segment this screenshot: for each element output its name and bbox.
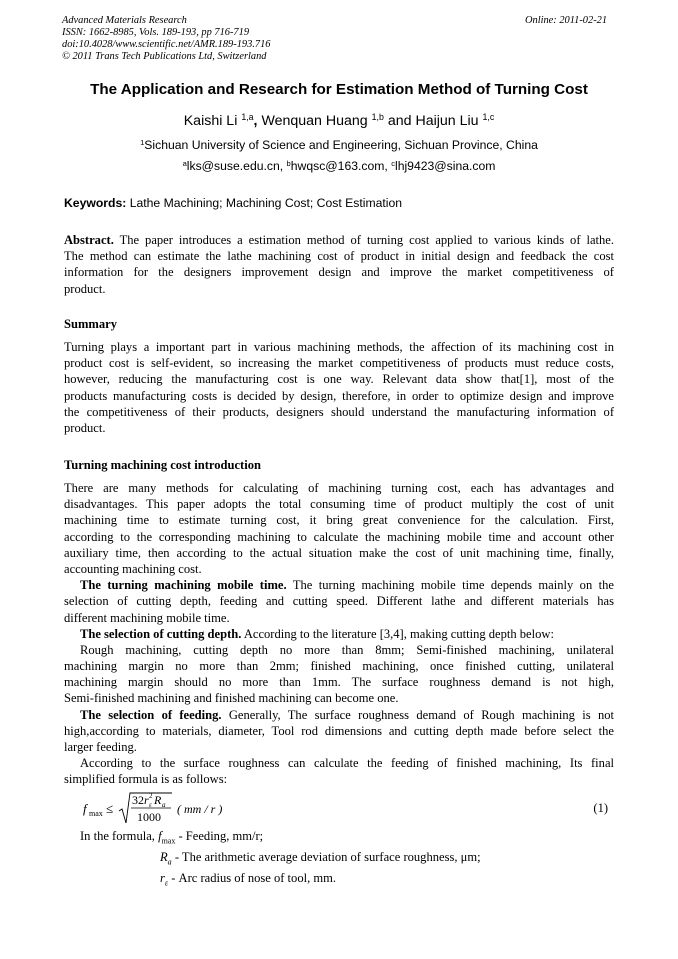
keywords-text: Lathe Machining; Machining Cost; Cost Estimation (129, 196, 403, 210)
text-line: simplified formula is as follows: (64, 772, 228, 787)
formula-num-r-sup: 2 (149, 792, 153, 800)
formula-num-r-sub: ε (149, 801, 152, 809)
abstract-label: Abstract. (64, 233, 114, 247)
text-line: information for the designers improvement design and improve the market competitiveness of (64, 265, 614, 280)
text-line: machining margin should no more than 1mm. The surface roughness demand is not high, (64, 675, 614, 690)
equation-1 (80, 790, 614, 826)
copyright-line: © 2011 Trans Tech Publications Ltd, Switzerland (62, 51, 267, 62)
text-line: products manufacturing costs is decided by design, therefore, in order to optimize design and improve (64, 388, 614, 403)
definition-text: - Feeding, mm/r; (178, 829, 264, 843)
run-in-heading: The selection of cutting depth. (80, 626, 242, 641)
email-link[interactable]: lhj9423@sina.com (394, 159, 496, 173)
email-mark: c (391, 158, 395, 168)
definition-text: - The arithmetic average deviation of surface roughness, μm; (174, 850, 481, 864)
text-line: Rough machining, cutting depth no more than 8mm; Semi-finished machining, unilateral (80, 642, 614, 657)
symbol-sub: max (161, 836, 176, 846)
issn-line: ISSN: 1662-8985, Vols. 189-193, pp 716-719 (62, 27, 250, 38)
affiliation-text: Sichuan University of Science and Engineering, Sichuan Province, China (144, 138, 538, 152)
author-separator: , (253, 113, 258, 129)
email-mark: a (182, 158, 187, 168)
equation-number: (1) (593, 801, 608, 815)
formula-lhs: f (83, 801, 87, 816)
formula-unit: ( mm / r ) (177, 802, 223, 816)
author-list (0, 113, 678, 129)
text-line: selection of cutting depth, feeding and cutting speed. Different lathe and different materials has (64, 594, 614, 609)
formula-graphic (80, 790, 240, 826)
keywords (64, 196, 402, 210)
formula-num-R-sub: a (162, 801, 166, 809)
author-name: Kaishi Li (183, 113, 238, 129)
text-line: machining time to estimate turning cost, it bring great convenience for the calculation. First, (64, 513, 614, 528)
doi-line: doi:10.4028/www.scientific.net/AMR.189-193.716 (62, 39, 271, 50)
definition-ra (160, 850, 481, 867)
keywords-label: Keywords: (64, 196, 127, 210)
text-line: larger feeding. (64, 740, 137, 754)
author-emails (0, 159, 678, 173)
formula-num-R: R (154, 793, 162, 807)
symbol: f (158, 829, 162, 843)
section-heading-summary: Summary (64, 317, 117, 331)
text-line: disadvantages. This paper adopts the total consuming time of product multiply the cost of unit (64, 497, 614, 512)
author-affil-mark: 1,b (371, 112, 384, 123)
abstract-paragraph (64, 232, 614, 297)
definition-fmax (80, 829, 263, 846)
paper-title: The Application and Research for Estimation Method of Turning Cost (90, 81, 588, 98)
author-affil-mark: 1,a (241, 112, 254, 123)
text-line: product. (64, 281, 106, 296)
author-separator: and (387, 113, 412, 129)
symbol: r (160, 871, 165, 885)
text-line: The method can estimate the lathe machining cost of product in initial design and feedback the cost (64, 249, 614, 264)
formula-den: 1000 (137, 810, 161, 824)
text-line: product cost is self-evident, so increasing the market competitiveness of products must reduce costs, (64, 356, 614, 371)
formula-lhs-sub: max (89, 809, 103, 818)
author-affil-mark: 1,c (482, 112, 495, 123)
text-line: high,according to materials, diameter, Tool rod dimensions and cutting depth made before select the (64, 723, 614, 738)
definition-intro: In the formula, (80, 829, 155, 843)
text-line: however, reducing the manufacturing cost is one way. Relevant data show that[1], most of the (64, 372, 614, 387)
formula-num-coef: 32 (132, 793, 144, 807)
text-line: different machining mobile time. (64, 610, 230, 625)
summary-paragraph (64, 339, 614, 436)
text-line: accounting machining cost. (64, 561, 202, 576)
affiliation (0, 138, 678, 152)
journal-name: Advanced Materials Research (62, 15, 187, 26)
intro-body (64, 480, 614, 788)
formula-leq: ≤ (106, 801, 114, 816)
text-line: According to the surface roughness can calculate the feeding of finished machining, Its final (80, 756, 614, 771)
definition-text: - Arc radius of nose of tool, mm. (171, 871, 337, 885)
online-date: Online: 2011-02-21 (525, 15, 608, 26)
text-line: machining margin no more than 2mm; finished machining, once finished cutting, unilateral (64, 659, 614, 674)
text-run: Generally, The surface roughness demand of Rough machining is not (228, 707, 615, 722)
text-run: The paper introduces a estimation method of turning cost applied to various kinds of lathe. (119, 233, 614, 247)
symbol: R (160, 850, 168, 864)
text-line (64, 626, 614, 642)
text-line: product. (64, 420, 106, 435)
email-link[interactable]: hwqsc@163.com, (290, 159, 388, 173)
section-heading-intro: Turning machining cost introduction (64, 458, 261, 472)
author-name: Wenquan Huang (261, 113, 368, 129)
text-line: There are many methods for calculating of machining turning cost, each has advantages and (64, 481, 614, 495)
text-run: According to the literature [3,4], making cutting depth below: (243, 626, 554, 641)
text-line: auxiliary time, then according to the actual situation make the cost of unit machining time, finally, (64, 545, 614, 560)
text-line (64, 232, 614, 248)
run-in-heading: The turning machining mobile time. (80, 578, 287, 593)
run-in-heading: The selection of feeding. (80, 707, 222, 722)
author-name: Haijun Liu (415, 113, 479, 129)
text-line: the competitiveness of their products, designers should understand the manufacturing information of (64, 404, 614, 419)
journal-header (62, 15, 270, 63)
email-link[interactable]: lks@suse.edu.cn, (186, 159, 284, 173)
text-line (64, 577, 614, 593)
symbol-sub: a (167, 857, 172, 867)
text-line: according to the corresponding machining to calculate the machining mobile time and account other (64, 529, 614, 544)
text-run: The turning machining mobile time depends mainly on the (292, 578, 614, 593)
symbol-sub: ε (164, 878, 169, 888)
text-line: Turning plays a important part in various machining methods, the affection of its machining cost in (64, 340, 614, 354)
email-mark: b (286, 158, 291, 168)
text-line: Semi-finished machining and finished machining can become one. (64, 691, 399, 706)
formula-num-r: r (144, 793, 149, 807)
definition-re (160, 871, 336, 888)
affiliation-mark: 1 (140, 137, 145, 147)
text-line (64, 707, 614, 723)
